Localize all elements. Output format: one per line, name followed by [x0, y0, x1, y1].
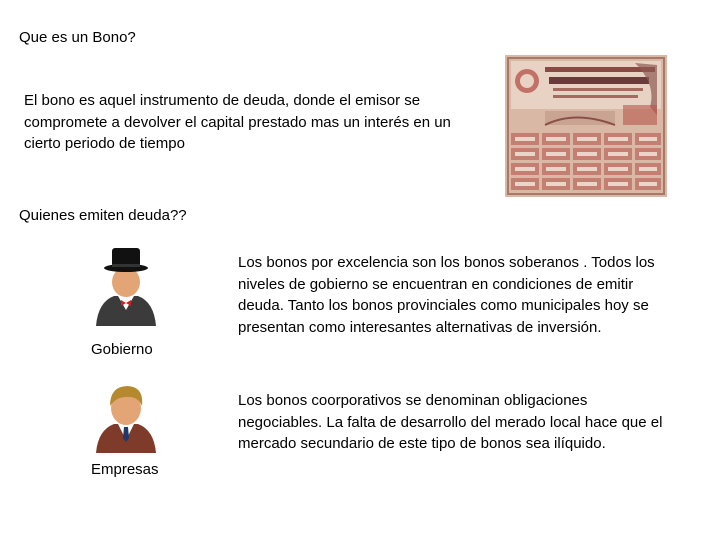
business-person-icon — [92, 378, 160, 453]
government-description: Los bonos por excelencia son los bonos soberanos . Todos los niveles de gobierno se encuentran en condiciones de emitir deuda. Tanto los bonos provinciales como municipales hoy se presentan como interesantes alternativas de inversión. — [238, 254, 655, 336]
bond-certificate-image — [505, 55, 667, 197]
issuers-question: Quienes emiten deuda?? — [19, 207, 187, 224]
government-label: Gobierno — [91, 341, 153, 358]
government-person-icon — [92, 244, 160, 326]
business-label: Empresas — [91, 461, 159, 478]
business-description: Los bonos coorporativos se denominan obligaciones negociables. La falta de desarrollo del merado local hace que el mercado secundario de este tipo de bonos sea ilíquido. — [238, 392, 663, 452]
page-title: Que es un Bono? — [19, 29, 136, 46]
bond-definition-text: El bono es aquel instrumento de deuda, donde el emisor se compromete a devolver el capital prestado mas un interés en un cierto periodo de tiempo — [24, 92, 451, 152]
